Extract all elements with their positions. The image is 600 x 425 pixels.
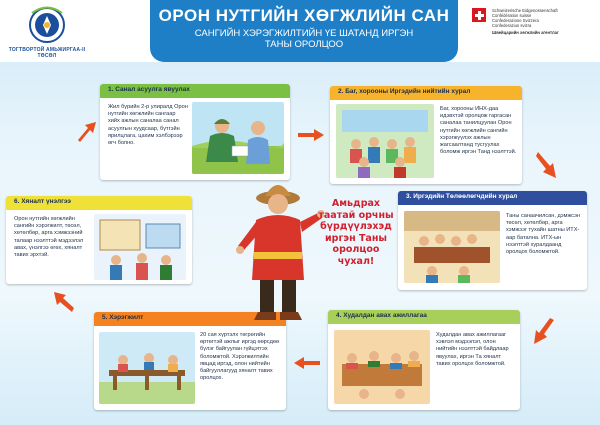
step-title: 5. Хэрэгжилт (102, 314, 144, 321)
arrow-icon (74, 120, 98, 142)
title-band (150, 0, 458, 62)
step-text: Баг, хорооны ИНХ-даа идэвхтэй оролцож гаргасан саналаа танилцуулан Орон нутгийн хөгжлийн сангийн хэрэгжүүлэх ажлын жагсаалтанд тусгуулах боломж иргэн Танд нээлттэй. (440, 106, 517, 156)
step-text: 20 сая хүртэлх төгрөгийн өртөгтэй ажлыг иргэд өөрсдөө бүлэг байгуулан гүйцэтгэх боломжтой. Хэрэгжилтийн явцад иргэд, олон нийтийн байгууллагууд хяналт тавих оролцох. (200, 332, 280, 382)
arrow-icon (52, 292, 74, 314)
council-meeting-illustration (404, 211, 500, 283)
swiss-flag-icon (472, 8, 486, 22)
arrow-icon (298, 128, 324, 142)
page-subtitle-line-1: САНГИЙН ХЭРЭГЖИЛТИЙН ҮЕ ШАТАНД ИРГЭН (194, 28, 414, 39)
arrow-icon (294, 356, 320, 370)
step-text: Жил бүрийн 2-р улиралд Орон нутгийн хөгжлийн сангаар хийх ажлын саналаа санал асуулгын хуудсаар, бүтгэйн ярилцлага, цахим хэлбэрээр өгч болно. (108, 104, 188, 147)
step-title: 6. Хяналт үнэлгээ (14, 198, 71, 205)
org-name: ТОГТВОРТОЙ АМЬЖИРГАА-II ТӨСӨЛ (8, 47, 86, 59)
step-text: Орон нутгийн хөгжлийн сангийн хэрэгжилт, төсөл, хөтөлбөр, арга хэмжээний талаар нээлттэй мэдээлэл авах, үнэлгээ өгөх, хяналт тавих эрхтэй. (14, 216, 84, 259)
header (0, 0, 600, 62)
procurement-illustration (334, 330, 430, 404)
step-card-3 (398, 191, 587, 290)
swiss-agency-name: Швейцарийн хөгжлийн агентлаг (492, 30, 559, 35)
arrow-icon (530, 318, 556, 346)
step-card-6 (6, 196, 192, 284)
monitoring-illustration (94, 214, 186, 280)
step-text: Худалдан авах ажиллагааг хэвлэл мэдээлэл, олон нийтийн нээлттэй байдлаар явуулах, иргэн Та хяналт тавих оролцох боломжтой. (436, 332, 509, 367)
swiss-agency-block (468, 6, 598, 56)
step-card-2 (330, 86, 522, 184)
step-card-5 (94, 312, 286, 410)
step-title: 4. Худалдан авах ажиллагаа (336, 312, 427, 319)
step-title: 3. Иргэдийн Төлөөлөгчдийн хурал (406, 193, 518, 200)
page-subtitle-line-2: ТАНЫ ОРОЛЦОО (264, 39, 344, 50)
arrow-icon (536, 150, 560, 180)
step-card-1 (100, 84, 290, 180)
mascot-man-illustration (232, 168, 324, 323)
construction-illustration (99, 332, 195, 404)
survey-illustration (192, 102, 284, 174)
step-card-4 (328, 310, 520, 410)
swiss-confederation-text: Schweizerische Eidgenossenschaft Confédération suisse Confederazione Svizzera Confederaziun svizra (492, 8, 558, 28)
step-title: 2. Баг, хорооны Иргэдийн нийтийн хурал (338, 88, 471, 95)
slogan: Амьдрах таатай орчны бүрдүүлэхэд иргэн Таны оролцоо чухал! (318, 198, 394, 267)
page-title: ОРОН НУТГИЙН ХӨГЖЛИЙН САН (158, 6, 450, 25)
citizens-meeting-illustration (336, 104, 434, 178)
step-text: Таны санаачилсан, дэмжсэн төсөл, хөтөлбөр, арга хэмжээг тухайн шатны ИТХ-аар батална. ИТХ-ын нээлттэй хуралдаанд оролцох боломжтой. (506, 213, 581, 256)
step-title: 1. Санал асуулга явуулах (108, 86, 190, 93)
